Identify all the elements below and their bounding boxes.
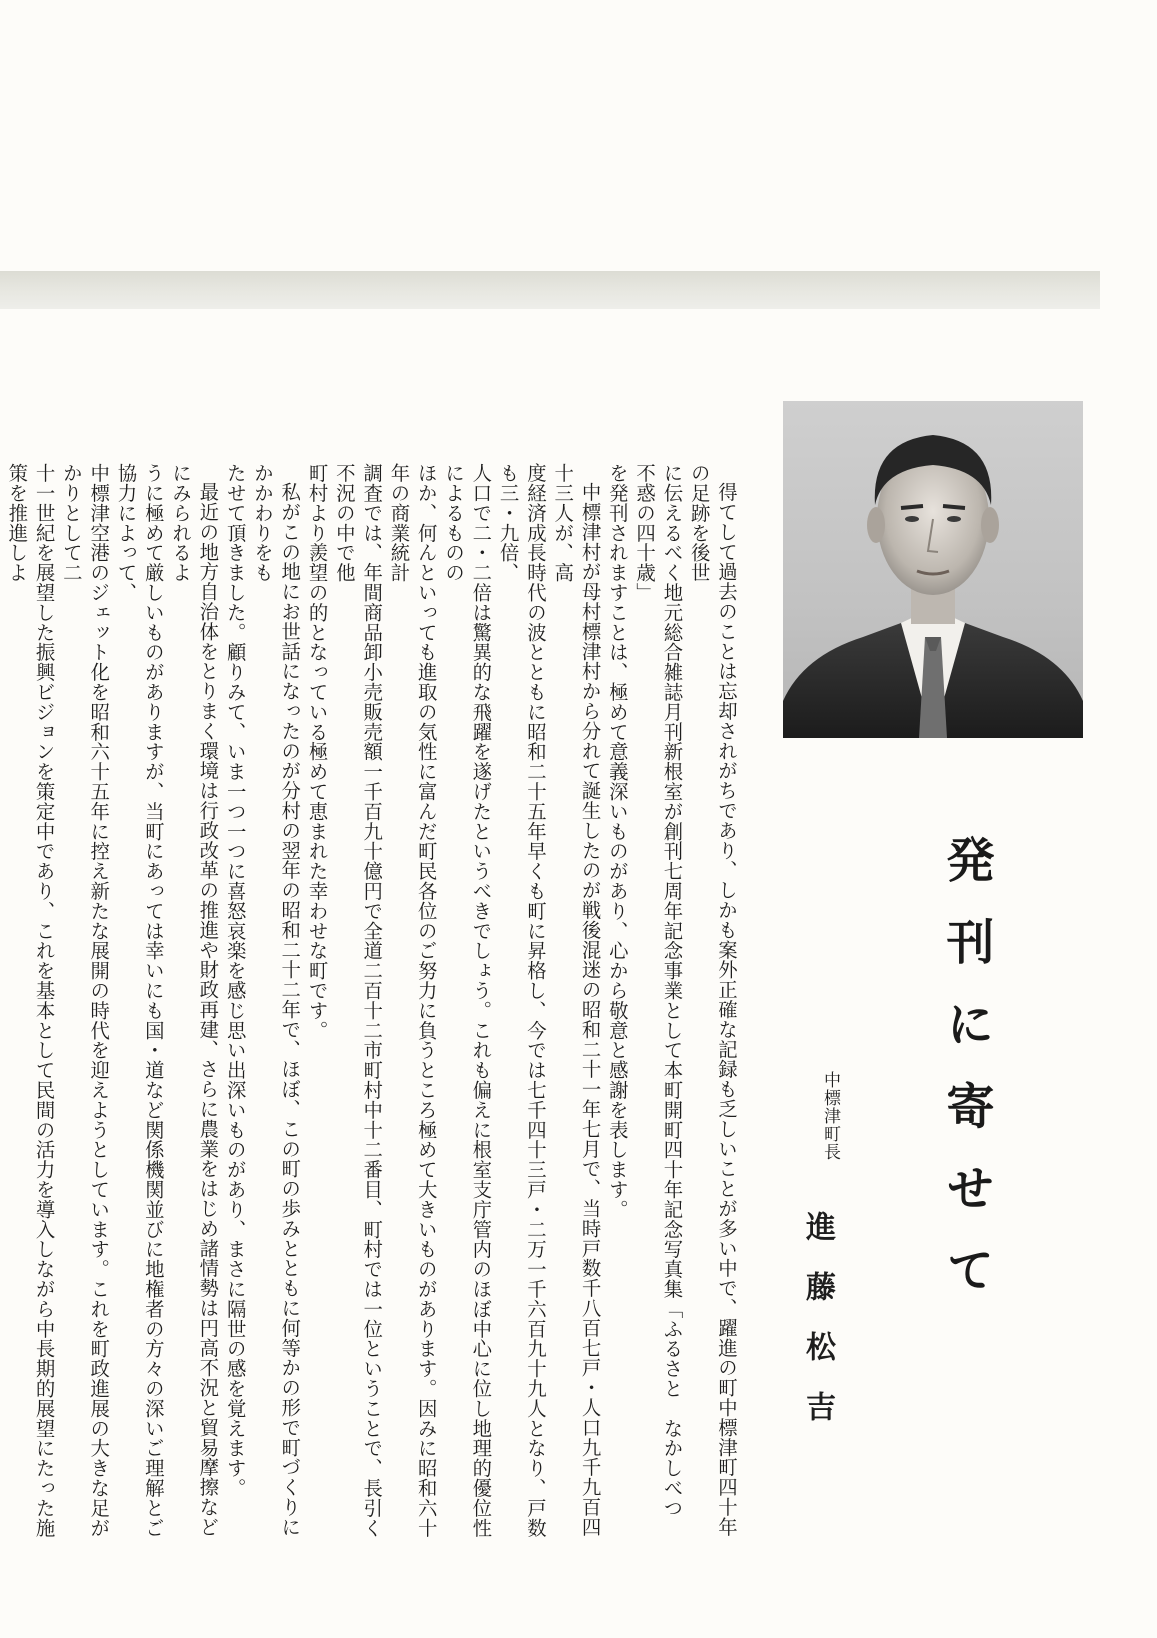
author-name: 進藤松吉 (800, 1211, 835, 1451)
paragraph: 得てして過去のことは忘却されがちであり、しかも案外正確な記録も乏しいことが多い中で、躍進の町中標津町四十年の足跡を後世 に伝えるべく地元総合雑誌月刊新根室が創刊七周年記念事業として本町開町四十年記念写真集「ふるさと なかしべつ 不惑の四十歳」 を発刊されますことは、極めて意義深いものがあり、心から敬意と感謝を表します。 (605, 463, 738, 1538)
article-body (0, 463, 740, 1553)
header-band (0, 271, 1100, 309)
paragraph: 中標津村が母村標津村から分れて誕生したのが戦後混迷の昭和二十一年七月で、当時戸数千八百七戸・人口九千九百四十三人が、高 度経済成長時代の波とともに昭和二十五年早くも町に昇格し、今では七千四十三戸・二万一千六百九十九人となり、戸数も三・九倍、 人口で二・二倍は驚異的な飛躍を遂げたというべきでしょう。これも偏えに根室支庁管内のほぼ中心に位し地理的優位性によるものの ほか、何んといっても進取の気性に富んだ町民各位のご努力に負うところ極めて大きいものがあります。因みに昭和六十年の商業統計 調査では、年間商品卸小売販売額一千百九十億円で全道二百十二市町村中十二番目、町村では一位ということで、長引く不況の中で他 町村より羨望の的となっている極めて恵まれた幸わせな町です。 (305, 463, 602, 1538)
paragraph: 最近の地方自治体をとりまく環境は行政改革の推進や財政再建、さらに農業をはじめ諸情勢は円高不況と貿易摩擦などにみられるよ うに極めて厳しいものがありますが、当町にあっては幸いにも国・道など関係機関並びに地権者の方々の深いご理解とご協力によって、 中標津空港のジェット化を昭和六十五年に控え新たな展開の時代を迎えようとしています。これを町政進展の大きな足がかりとして二 十一世紀を展望した振興ビジョンを策定中であり、これを基本として民間の活力を導入しながら中長期的展望にたった施策を推進しよ (5, 463, 220, 1538)
author-title: 中標津町長 (820, 1071, 840, 1161)
author-portrait (783, 401, 1083, 738)
article-title: 発刊に寄せて (938, 835, 994, 1327)
paragraph: 私がこの地にお世話になったのが分村の翌年の昭和二十二年で、ほぼ、この町の歩みとともに何等かの形で町づくりにかかわりをも たせて頂きました。顧りみて、いま一つ一つに喜怒哀楽を感じ思い出深いものがあり、まさに隔世の感を覚えます。 (223, 463, 302, 1538)
